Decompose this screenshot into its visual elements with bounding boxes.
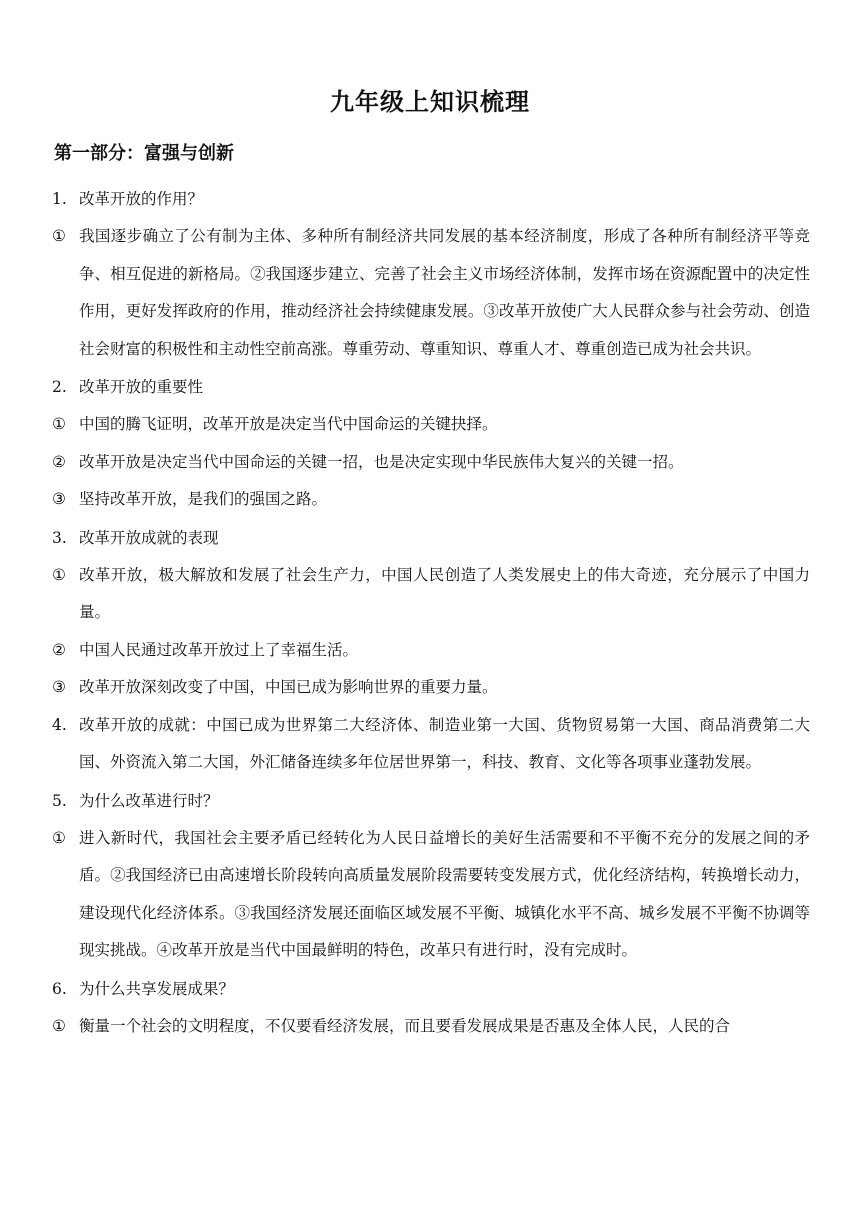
answer-3-2 bbox=[52, 632, 810, 670]
question-text: 改革开放的作用？ bbox=[79, 190, 204, 208]
answer-text: 改革开放是决定当代中国命运的关键一招，也是决定实现中华民族伟大复兴的关键一招。 bbox=[79, 452, 684, 471]
question-number: 4. bbox=[52, 715, 67, 734]
question-number: 5. bbox=[52, 791, 67, 810]
item-marker: ② bbox=[52, 452, 66, 471]
item-marker: ① bbox=[52, 565, 66, 584]
document-body bbox=[52, 180, 810, 1045]
section-heading: 第一部分：富强与创新 bbox=[54, 143, 234, 164]
answer-3-3 bbox=[52, 669, 810, 707]
question-number: 1. bbox=[52, 190, 67, 208]
item-marker: ③ bbox=[52, 490, 66, 508]
document-title: 九年级上知识梳理 bbox=[330, 88, 530, 116]
question-1 bbox=[52, 180, 810, 218]
item-marker: ① bbox=[52, 828, 66, 847]
answer-text: 衡量一个社会的文明程度，不仅要看经济发展，而且要看发展成果是否惠及全体人民，人民的合 bbox=[79, 1016, 731, 1035]
question-number: 6. bbox=[52, 979, 67, 998]
answer-2-1 bbox=[52, 406, 810, 444]
question-5 bbox=[52, 782, 810, 820]
question-text: 为什么共享发展成果？ bbox=[79, 979, 235, 998]
answer-2-3 bbox=[52, 481, 810, 519]
answer-1-1 bbox=[52, 218, 810, 368]
question-text: 改革开放成就的表现 bbox=[79, 528, 219, 547]
answer-3-1 bbox=[52, 557, 810, 632]
answer-5-1 bbox=[52, 820, 810, 970]
question-number: 2. bbox=[52, 378, 67, 396]
answer-text: 进入新时代，我国社会主要矛盾已经转化为人民日益增长的美好生活需要和不平衡不充分的发展之间的矛盾。②我国经济已由高速增长阶段转向高质量发展阶段需要转变发展方式，优化经济结构，转换增长动力，建设现代化经济体系。③我国经济发展还面临区域发展不平衡、城镇化水平不高、城乡发展不平衡不协调等现实挑战。④改革开放是当代中国最鲜明的特色，改革只有进行时，没有完成时。 bbox=[79, 828, 810, 959]
question-3 bbox=[52, 519, 810, 557]
item-marker: ② bbox=[52, 640, 66, 659]
question-number: 3. bbox=[52, 528, 67, 547]
answer-text: 改革开放，极大解放和发展了社会生产力，中国人民创造了人类发展史上的伟大奇迹，充分展示了中国力量。 bbox=[79, 565, 810, 621]
answer-text: 我国逐步确立了公有制为主体、多种所有制经济共同发展的基本经济制度，形成了各种所有制经济平等竞争、相互促进的新格局。②我国逐步建立、完善了社会主义市场经济体制，发挥市场在资源配置中的决定性作用，更好发挥政府的作用，推动经济社会持续健康发展。③改革开放使广大人民群众参与社会劳动、创造社会财富的积极性和主动性空前高涨。尊重劳动、尊重知识、尊重人才、尊重创造已成为社会共识。 bbox=[79, 227, 810, 358]
answer-text: 改革开放深刻改变了中国，中国已成为影响世界的重要力量。 bbox=[79, 678, 498, 696]
item-marker: ① bbox=[52, 1016, 66, 1035]
question-text: 为什么改革进行时？ bbox=[79, 791, 219, 810]
question-6 bbox=[52, 970, 810, 1008]
answer-6-1 bbox=[52, 1008, 810, 1046]
answer-2-2 bbox=[52, 444, 810, 482]
item-marker: ① bbox=[52, 415, 66, 433]
answer-text: 坚持改革开放，是我们的强国之路。 bbox=[79, 490, 328, 508]
answer-text: 中国的腾飞证明，改革开放是决定当代中国命运的关键抉择。 bbox=[79, 415, 498, 433]
question-4 bbox=[52, 707, 810, 782]
question-text: 改革开放的成就：中国已成为世界第二大经济体、制造业第一大国、货物贸易第一大国、商品消费第二大国、外资流入第二大国，外汇储备连续多年位居世界第一，科技、教育、文化等各项事业蓬勃发展。 bbox=[79, 715, 810, 771]
item-marker: ③ bbox=[52, 678, 66, 696]
answer-text: 中国人民通过改革开放过上了幸福生活。 bbox=[79, 640, 359, 659]
item-marker: ① bbox=[52, 227, 66, 245]
question-text: 改革开放的重要性 bbox=[79, 378, 204, 396]
question-2 bbox=[52, 368, 810, 406]
